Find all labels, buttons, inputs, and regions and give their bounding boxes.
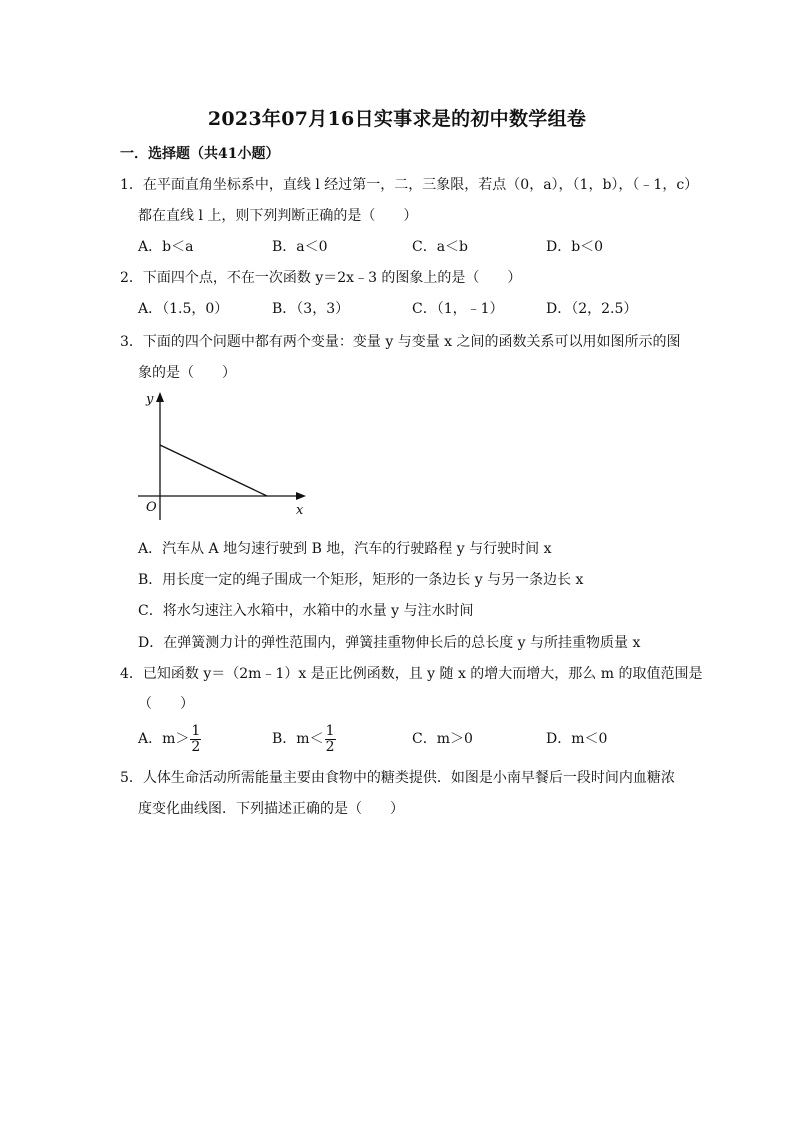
q4-option-a (138, 722, 201, 756)
q4-option-d: D．m＜0 (546, 731, 608, 747)
q4-line2: （ ） (138, 696, 194, 712)
x-axis-label: x (296, 503, 304, 518)
q1-option-a: A．b＜a (138, 239, 194, 255)
fraction (190, 724, 201, 755)
q1-option-c: C．a＜b (412, 239, 469, 255)
q5-line1: 5．人体生命活动所需能量主要由食物中的糖类提供．如图是小南早餐后一段时间内血糖浓 (120, 770, 675, 786)
q2-option-d: D．（2，2.5） (546, 301, 638, 317)
q4-option-b (272, 722, 336, 756)
q1-line1: 1．在平面直角坐标系中，直线 l 经过第一，二，三象限，若点（0，a），（1，b），（﹣1，c） (120, 177, 699, 193)
q1-line2: 都在直线 l 上，则下列判断正确的是（ ） (138, 208, 418, 224)
q3-line2: 象的是（ ） (138, 365, 236, 381)
function-line (160, 445, 267, 496)
q2-option-b: B．（3，3） (272, 301, 350, 317)
q5-line2: 度变化曲线图．下列描述正确的是（ ） (138, 801, 404, 817)
origin-label: O (146, 500, 157, 515)
q4-option-a-prefix: A．m＞ (138, 731, 190, 747)
q3-option-c: C．将水匀速注入水箱中，水箱中的水量 y 与注水时间 (138, 603, 474, 619)
fraction (325, 724, 336, 755)
q2-option-c: C．（1，﹣1） (412, 301, 504, 317)
y-axis-arrow (156, 392, 164, 402)
fraction-numerator: 1 (191, 722, 201, 739)
q3-line1: 3．下面的四个问题中都有两个变量：变量 y 与变量 x 之间的函数关系可以用如图所示的图 (120, 334, 681, 350)
fraction-denominator: 2 (325, 738, 335, 755)
q4-option-b-prefix: B．m＜ (272, 731, 324, 747)
fraction-numerator: 1 (325, 722, 335, 739)
q2-line1: 2．下面四个点，不在一次函数 y＝2x﹣3 的图象上的是（ ） (120, 270, 522, 286)
q1-option-b: B．a＜0 (272, 239, 328, 255)
q3-option-d: D．在弹簧测力计的弹性范围内，弹簧挂重物伸长后的总长度 y 与所挂重物质量 x (138, 635, 641, 651)
section-heading: 一．选择题（共41小题） (120, 146, 280, 162)
q2-option-a: A．（1.5，0） (138, 301, 229, 317)
fraction-denominator: 2 (191, 738, 201, 755)
q3-option-a: A．汽车从 A 地匀速行驶到 B 地，汽车的行驶路程 y 与行驶时间 x (138, 541, 552, 557)
q3-function-graph (130, 388, 320, 520)
q4-option-c: C．m＞0 (412, 731, 473, 747)
q3-option-b: B．用长度一定的绳子围成一个矩形，矩形的一条边长 y 与另一条边长 x (138, 572, 584, 588)
q1-option-d: D．b＜0 (546, 239, 604, 255)
x-axis-arrow (296, 492, 306, 500)
q4-line1: 4．已知函数 y＝（2m﹣1）x 是正比例函数，且 y 随 x 的增大而增大，那么 m 的取值范围是 (120, 666, 703, 682)
page-title: 2023年07月16日实事求是的初中数学组卷 (207, 108, 587, 130)
y-axis-label: y (146, 392, 154, 407)
